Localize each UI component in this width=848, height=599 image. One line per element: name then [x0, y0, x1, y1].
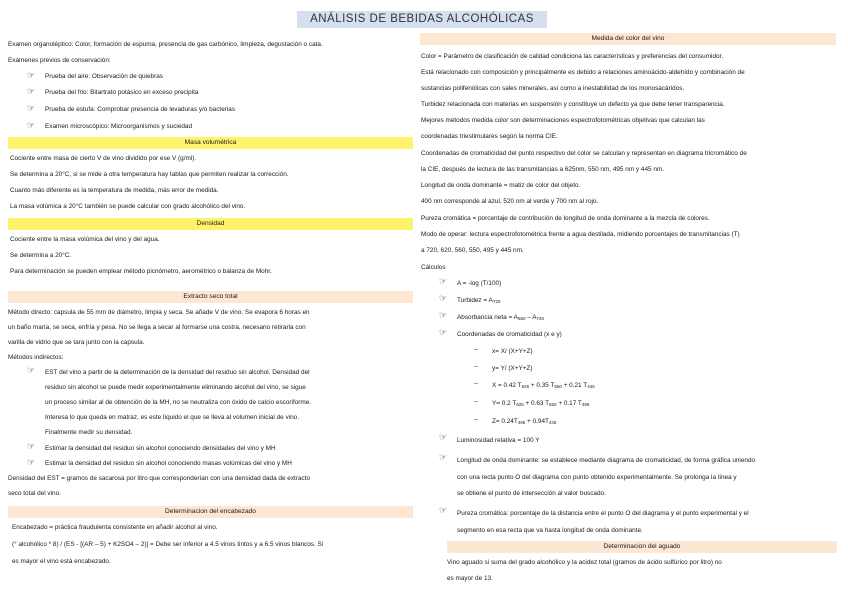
- densidad-heading: Densidad: [8, 218, 413, 230]
- tilde-bullet-icon: ~: [474, 347, 479, 354]
- coord-line: x= X/ (X+Y+Z): [492, 348, 533, 355]
- calc-line: A = -log (T/100): [457, 280, 502, 287]
- color-line: a 720, 620, 560, 550, 495 y 445 nm.: [421, 247, 524, 254]
- color-line: coordenadas triestimulares según la norma CIE.: [421, 133, 558, 140]
- hand-point-icon: ☞: [27, 86, 36, 96]
- hand-point-icon: ☞: [27, 103, 36, 113]
- prev-item: Prueba del aire: Observación de quiebras: [45, 73, 163, 80]
- masa-line: Cociente entre masa de cierto V de vino dividido por ese V (g/ml).: [10, 155, 197, 162]
- hand-point-icon: ☞: [439, 327, 448, 337]
- masa-line: Cuanto más diferente es la temperatura de medida, más error de medida.: [10, 187, 219, 194]
- calc-line: Coordenadas de cromaticidad (x e y): [457, 331, 562, 338]
- extracto-line: Métodos indirectos:: [8, 354, 64, 361]
- color-line: sustancias polifenólicas con sales minerales, así como a inestabilidad de los monosacáridos.: [421, 85, 685, 92]
- calc-line: Turbidez = $A_{720}$: [457, 297, 501, 304]
- hand-point-icon: ☞: [439, 276, 448, 286]
- aguado-heading: Determinacion del aguado: [447, 541, 837, 553]
- extracto-heading: Extracto seco total: [8, 291, 413, 303]
- calc-line: Absorbancia neta = $A_{560} - A_{720}$: [457, 314, 544, 321]
- hand-point-icon: ☞: [27, 457, 36, 467]
- color-line: 400 nm corresponde al azul, 520 nm al verde y 700 nm al rojo.: [421, 198, 599, 205]
- hand-point-icon: ☞: [439, 293, 448, 303]
- prev-title: Exámenes previos de conservación:: [8, 57, 111, 64]
- hand-point-icon: ☞: [439, 432, 448, 442]
- intro-text: Examen organoléptico: Color, formación de espuma, presencia de gas carbónico, limpieza, degustación o cata.: [8, 41, 323, 48]
- color-line: la CIE, después de lectura de las transmitancias a 625nm, 550 nm, 495 nm y 445 nm.: [421, 166, 664, 173]
- color-line: Mejores métodos medida color son determinaciones espectrofotométricas objetivas que calculan las: [421, 117, 705, 124]
- page-title: ANÁLISIS DE BEBIDAS ALCOHÓLICAS: [297, 11, 547, 28]
- lod-line: Longitud de onda dominante: se establece mediante diagrama de cromaticidad, de forma gráfica uniendo: [457, 457, 756, 464]
- encabezado-heading: Determinacion del encabezado: [8, 506, 413, 518]
- coord-line: $Z= 0.24T_{495} + 0.94T_{445}$: [492, 418, 557, 425]
- indirect-line: residuo sin alcohol se puede medir experimentalmente eliminando alcohol del vino, se sigue: [45, 384, 306, 391]
- hand-point-icon: ☞: [27, 441, 36, 451]
- color-line: Pureza cromática = porcentaje de contribución de longitud de onda dominante a la mezcla de colores.: [421, 215, 710, 222]
- lod-line: se obtiene el punto de intersección al valor buscado.: [457, 490, 606, 497]
- hand-point-icon: ☞: [439, 452, 448, 462]
- indirect-line: Estimar la densidad del residuo sin alcohol conociendo densidades del vino y MH: [45, 445, 276, 452]
- lum-line: Luminosidad relativa = 100 Y: [457, 437, 540, 444]
- tilde-bullet-icon: ~: [474, 364, 479, 371]
- hand-point-icon: ☞: [27, 70, 36, 80]
- color-heading: Medida del color del vino: [420, 33, 836, 45]
- color-line: Modo de operar: lectura espectrofotométrica frente a agua destilada, midiendo porcentajes de transmitancias (T): [421, 231, 740, 238]
- color-line: Color = Parámetro de clasificación de calidad condiciona las características y preferencias del consumidor.: [421, 53, 724, 60]
- masa-heading: Masa volumétrica: [8, 137, 413, 149]
- prev-item: Examen microscópico: Microorganismos y suciedad: [45, 123, 193, 130]
- indirect-line: Interesa lo que queda en matraz, es este líquido el que se lleva al volumen inicial de vino.: [45, 414, 300, 421]
- encab-line: es mayor el vino está encabezado.: [12, 558, 111, 565]
- coord-line: X = 0.42 $T_{625} + 0.35$ $T_{550} + 0.21$ $T_{445}$: [492, 382, 595, 389]
- indirect-line: un proceso similar al de obtención de la MH, no se neutraliza con óxido de calcio escoriforme.: [45, 399, 312, 406]
- agua-line: es mayor de 13.: [447, 575, 493, 582]
- color-line: Coordenadas de cromaticidad del punto respectivo del color se calculan y representan en diagrama tricromático de: [421, 150, 747, 157]
- pureza-line: segmento en esa recta que va hasta longitud de onda dominante.: [457, 527, 643, 534]
- color-line: Cálculos: [421, 264, 446, 271]
- extracto-line: Método directo: capsula de 55 mm de diámetro, limpia y seca. Se añade V de vino. Se evapora 6 horas en: [8, 309, 310, 316]
- color-line: Turbidez relacionada con materias en suspensión y constituye un defecto ya que debe tener transparencia.: [421, 101, 725, 108]
- coord-line: Y= 0.2 $T_{625} + 0.63$ $T_{550} + 0.17$ $T_{495}$: [492, 400, 590, 407]
- hand-point-icon: ☞: [27, 120, 36, 130]
- dens-line: Se determina a 20°C.: [10, 252, 72, 259]
- tilde-bullet-icon: ~: [474, 417, 479, 424]
- color-line: Está relacionado con composición y principalmente es debido a relaciones aminoácido-aldehído y combinación de: [421, 69, 745, 76]
- masa-line: La masa volúmica a 20°C también se puede calcular con grado alcohólico del vino.: [10, 203, 246, 210]
- prev-item: Prueba del frio: Bitartrato potásico en exceso precipita: [45, 89, 199, 96]
- agua-line: Vino aguado si suma del grado alcohólico y la acidez total (gramos de ácido sulfúrico por litro) no: [447, 559, 722, 566]
- masa-line: Se determina a 20°C, si se mide a otra temperatura hay tablas que permiten realizar la corrección.: [10, 171, 289, 178]
- est-line: seco total del vino.: [8, 490, 61, 497]
- pureza-line: Pureza cromática: porcentaje de la distancia entre el punto O del diagrama y el punto experimental y el: [457, 510, 749, 517]
- indirect-line: EST del vino a partir de la determinación de la densidad del residuo sin alcohol. Densidad del: [45, 369, 310, 376]
- prev-item: Prueba de estufa: Comprobar presencia de levaduras y/o bacterias: [45, 106, 236, 113]
- tilde-bullet-icon: ~: [474, 381, 479, 388]
- extracto-line: un baño maría, se seca, enfría y pesa. No se llega a secar al formarse una costra, necesario retirarla con: [8, 324, 306, 331]
- est-line: Densidad del EST = gramos de sacarosa por litro que corresponderían con una densidad dada de extracto: [8, 475, 311, 482]
- dens-line: Para determinación se pueden emplear método picnómetro, aerométrico o balanza de Mohr.: [10, 268, 272, 275]
- encab-line: Encabezado = práctica fraudulenta consistente en añadir alcohol al vino.: [12, 524, 218, 531]
- color-line: Longitud de onda dominante = matiz de color del objeto.: [421, 182, 581, 189]
- tilde-bullet-icon: ~: [474, 399, 479, 406]
- extracto-line: varilla de vidrio que se tara junto con la capsula.: [8, 339, 145, 346]
- coord-line: y= Y/ (X+Y+Z): [492, 365, 533, 372]
- lod-line: con una recta punto O del diagrama con punto obtenido experimentalmente. Se prolonga la línea y: [457, 474, 737, 481]
- hand-point-icon: ☞: [439, 505, 448, 515]
- indirect-line: Estimar la densidad del residuo sin alcohol conociendo masas volúmicas del vino y MH: [45, 460, 292, 467]
- dens-line: Cociente entre la masa volúmica del vino y del agua.: [10, 236, 160, 243]
- encab-line: (° alcohólico * 8) / (ES - [(AR – 5) + K2SO4 – 2)] = Debe ser inferior a 4.5 vinos tintos y a 6.5 vinos blancos. Si: [12, 541, 324, 548]
- hand-point-icon: ☞: [27, 365, 36, 375]
- indirect-line: Finalmente medir su densidad.: [45, 429, 133, 436]
- hand-point-icon: ☞: [439, 310, 448, 320]
